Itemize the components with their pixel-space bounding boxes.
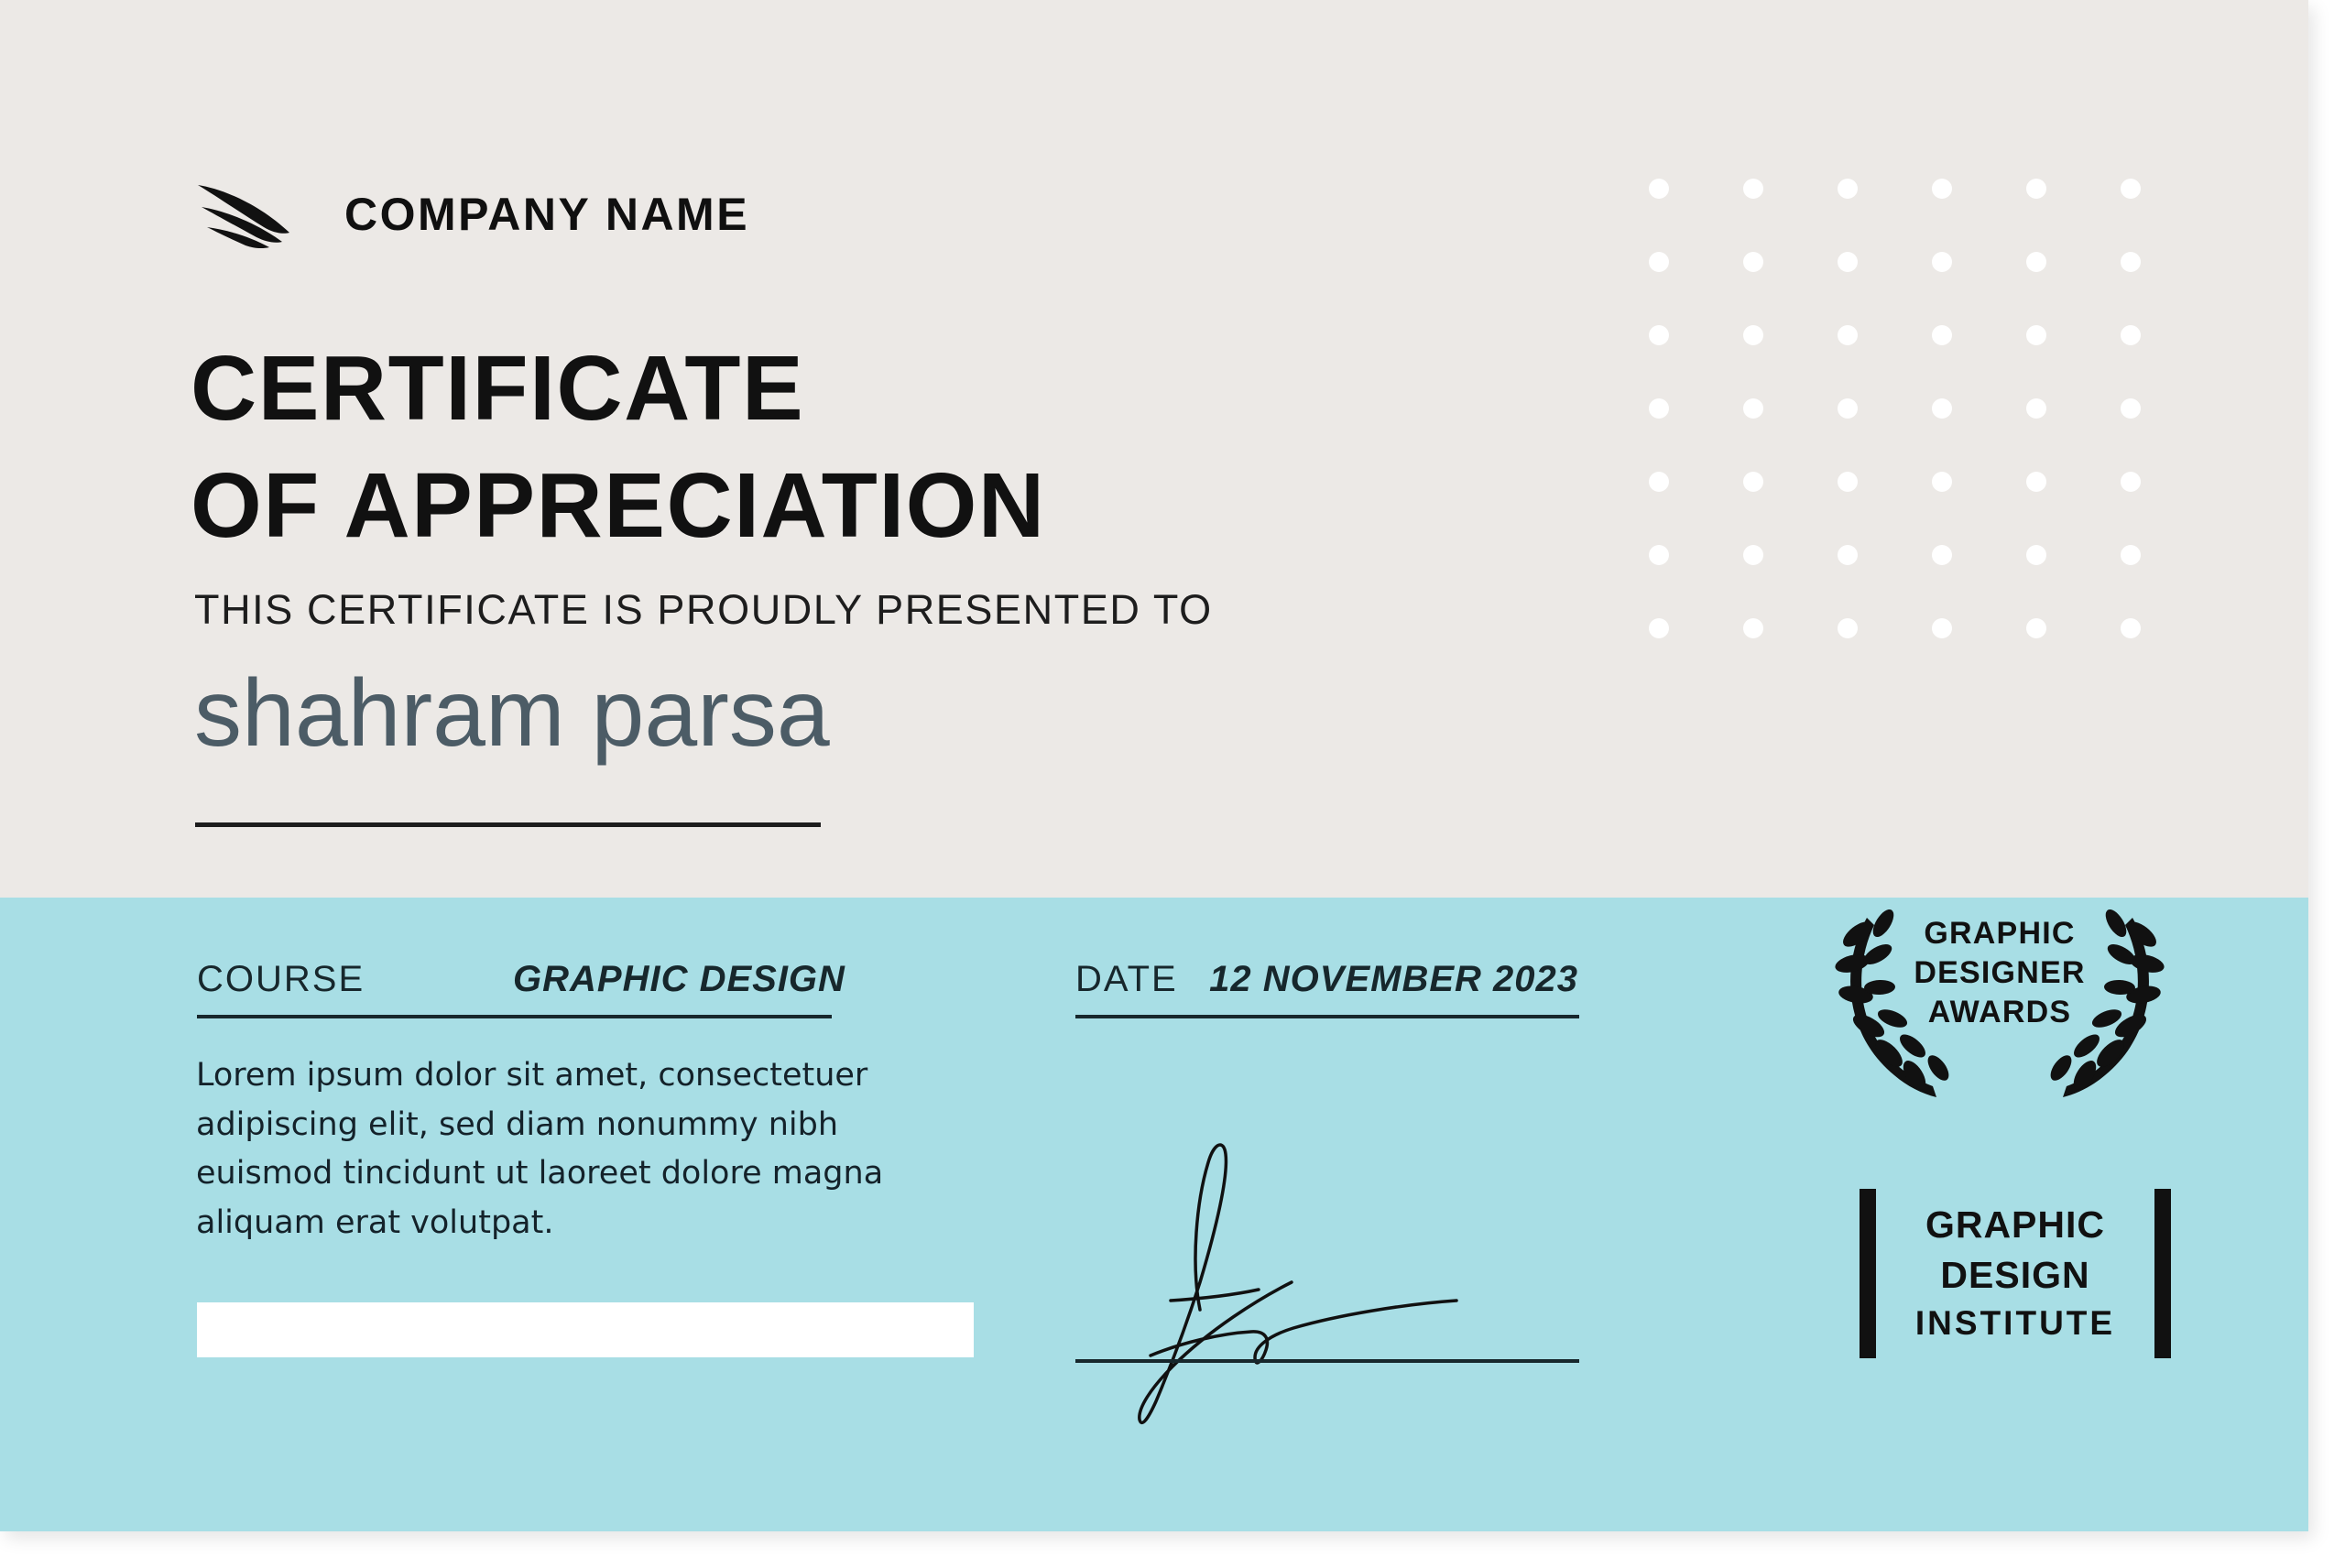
institute-line-2: DESIGN (1940, 1254, 2090, 1297)
award-seal-text (1830, 879, 2169, 1033)
certificate-title-line1: CERTIFICATE (191, 337, 805, 440)
course-value: GRAPHIC DESIGN (513, 959, 845, 999)
vertical-bar-left-icon (1860, 1189, 1870, 1358)
dot (2026, 472, 2046, 492)
certificate-body-text: Lorem ipsum dolor sit amet, consectetuer adipiscing elit, sed diam nonummy nibh euismod tincidunt ut laoreet dolore magna aliquam erat volutpat. (196, 1057, 884, 1241)
dot (1743, 179, 1763, 199)
dot (1743, 398, 1763, 419)
course-underline (197, 1015, 832, 1018)
vertical-bar-right-thin-icon (2154, 1189, 2161, 1358)
dot (2121, 252, 2141, 272)
award-line-2: DESIGNER (1914, 955, 2086, 991)
dot (1743, 325, 1763, 345)
dot (1649, 179, 1669, 199)
blank-white-field (197, 1302, 974, 1357)
handwritten-signature-icon (1063, 1127, 1594, 1429)
signature-underline (1075, 1359, 1579, 1363)
dot (1932, 179, 1952, 199)
dot (1838, 545, 1858, 565)
certificate-title-line2: OF APPRECIATION (191, 454, 1046, 557)
certificate-subtitle: THIS CERTIFICATE IS PROUDLY PRESENTED TO (194, 586, 1213, 633)
dot (1838, 252, 1858, 272)
date-row (1075, 959, 1578, 1000)
dot (1932, 472, 1952, 492)
swoosh-lines-logo-icon (194, 180, 313, 249)
dot (2026, 179, 2046, 199)
dot (1932, 398, 1952, 419)
date-value: 12 NOVEMBER 2023 (1209, 959, 1579, 999)
dot (1932, 325, 1952, 345)
dot (1932, 618, 1952, 638)
dot (1932, 252, 1952, 272)
dot (1838, 398, 1858, 419)
course-label: COURSE (197, 959, 365, 999)
dot (1932, 545, 1952, 565)
dot (1838, 325, 1858, 345)
award-line-1: GRAPHIC (1924, 916, 2076, 951)
institute-words (1876, 1200, 2154, 1347)
dot (1649, 325, 1669, 345)
vertical-bar-left-thin-icon (1870, 1189, 1876, 1358)
dot (1743, 618, 1763, 638)
dot (2121, 545, 2141, 565)
recipient-name: shahram parsa (194, 660, 830, 767)
dot (2026, 325, 2046, 345)
dot (2121, 325, 2141, 345)
institute-line-3: INSTITUTE (1914, 1304, 2116, 1343)
recipient-underline (195, 822, 821, 827)
dot (2026, 398, 2046, 419)
institute-logo (1860, 1181, 2171, 1365)
dot (1743, 252, 1763, 272)
brand-header (194, 180, 749, 249)
vertical-bar-right-icon (2161, 1189, 2171, 1358)
dot (2121, 398, 2141, 419)
institute-line-1: GRAPHIC (1925, 1203, 2106, 1246)
award-seal (1830, 879, 2169, 1117)
dot (1649, 398, 1669, 419)
dot (1649, 252, 1669, 272)
dot (2026, 545, 2046, 565)
dot (2121, 179, 2141, 199)
course-row (197, 959, 845, 1000)
dot (1649, 618, 1669, 638)
date-underline (1075, 1015, 1579, 1018)
dot (2026, 252, 2046, 272)
dot (1838, 618, 1858, 638)
dot (2121, 618, 2141, 638)
award-line-3: AWARDS (1927, 995, 2072, 1030)
date-label: DATE (1075, 959, 1178, 999)
dot (2121, 472, 2141, 492)
dot (1838, 179, 1858, 199)
dot (1743, 545, 1763, 565)
dot (1743, 472, 1763, 492)
dot (1649, 472, 1669, 492)
dot (1838, 472, 1858, 492)
dot (1649, 545, 1669, 565)
certificate-title (191, 330, 1046, 564)
dot-grid-decoration (1649, 179, 2215, 691)
dot (2026, 618, 2046, 638)
company-name: COMPANY NAME (344, 189, 750, 240)
